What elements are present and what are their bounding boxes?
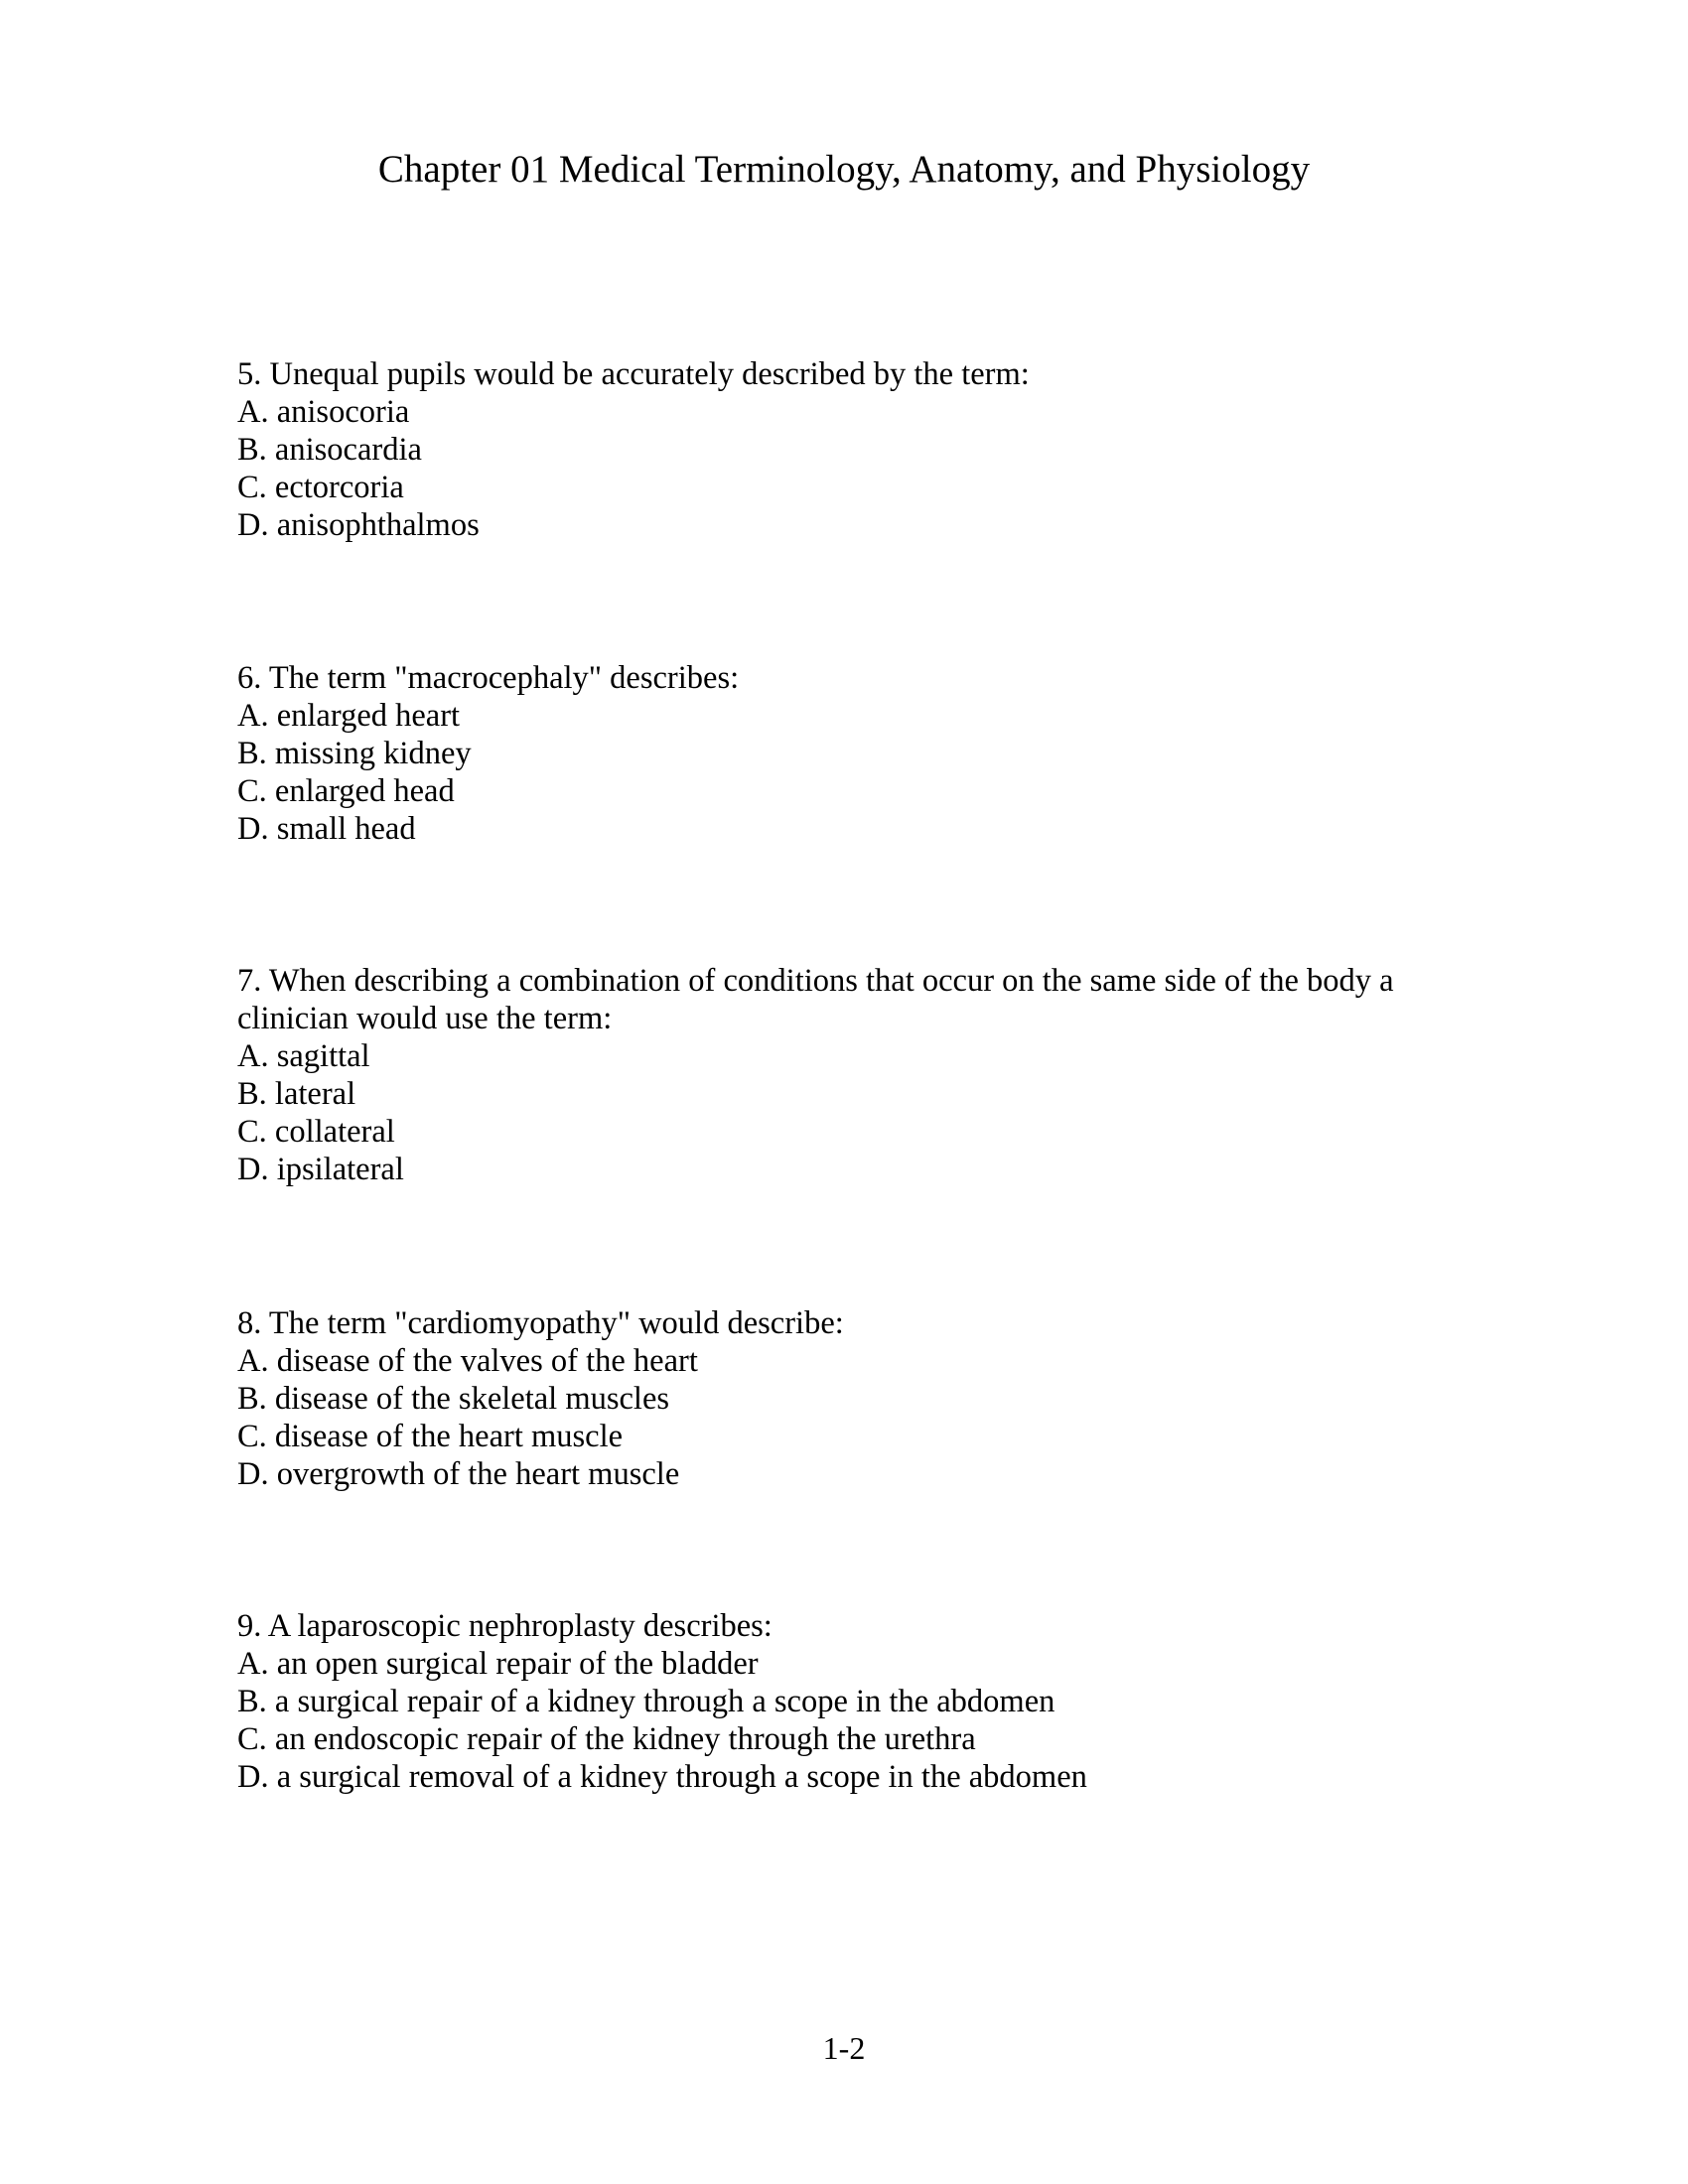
answer-option-b: B. a surgical repair of a kidney through a scope in the abdomen — [237, 1684, 1055, 1719]
question-6 — [237, 659, 1469, 848]
answer-option-c: C. collateral — [237, 1114, 395, 1150]
question-stem: 8. The term "cardiomyopathy" would describe: — [237, 1305, 844, 1341]
page-title: Chapter 01 Medical Terminology, Anatomy, and Physiology — [377, 148, 1311, 191]
answer-option-c: C. an endoscopic repair of the kidney through the urethra — [237, 1721, 976, 1757]
page-number: 1-2 — [822, 2030, 866, 2066]
question-9 — [237, 1607, 1469, 1796]
answer-option-c: C. disease of the heart muscle — [237, 1419, 624, 1454]
answer-option-d: D. ipsilateral — [237, 1152, 404, 1187]
answer-option-d: D. overgrowth of the heart muscle — [237, 1456, 680, 1492]
answer-option-a: A. an open surgical repair of the bladder — [237, 1646, 759, 1682]
question-5 — [237, 355, 1469, 544]
answer-option-b: B. missing kidney — [237, 736, 472, 771]
answer-option-a: A. disease of the valves of the heart — [237, 1343, 698, 1379]
answer-option-a: A. anisocoria — [237, 394, 410, 430]
question-stem: 9. A laparoscopic nephroplasty describes: — [237, 1608, 773, 1644]
answer-option-d: D. a surgical removal of a kidney through a scope in the abdomen — [237, 1759, 1087, 1795]
answer-option-c: C. enlarged head — [237, 773, 455, 809]
question-stem-line-2: clinician would use the term: — [237, 1001, 613, 1036]
question-8 — [237, 1304, 1469, 1493]
question-stem-line-1: 7. When describing a combination of conditions that occur on the same side of the body a — [237, 963, 1394, 999]
answer-option-d: D. small head — [237, 811, 416, 847]
answer-option-d: D. anisophthalmos — [237, 507, 480, 543]
answer-option-b: B. disease of the skeletal muscles — [237, 1381, 670, 1417]
answer-option-b: B. anisocardia — [237, 432, 422, 468]
question-stem: 5. Unequal pupils would be accurately described by the term: — [237, 356, 1030, 392]
question-stem: 6. The term "macrocephaly" describes: — [237, 660, 740, 696]
answer-option-c: C. ectorcoria — [237, 470, 404, 505]
answer-option-b: B. lateral — [237, 1076, 356, 1112]
answer-option-a: A. sagittal — [237, 1038, 370, 1074]
question-7 — [237, 962, 1469, 1188]
answer-option-a: A. enlarged heart — [237, 698, 461, 734]
